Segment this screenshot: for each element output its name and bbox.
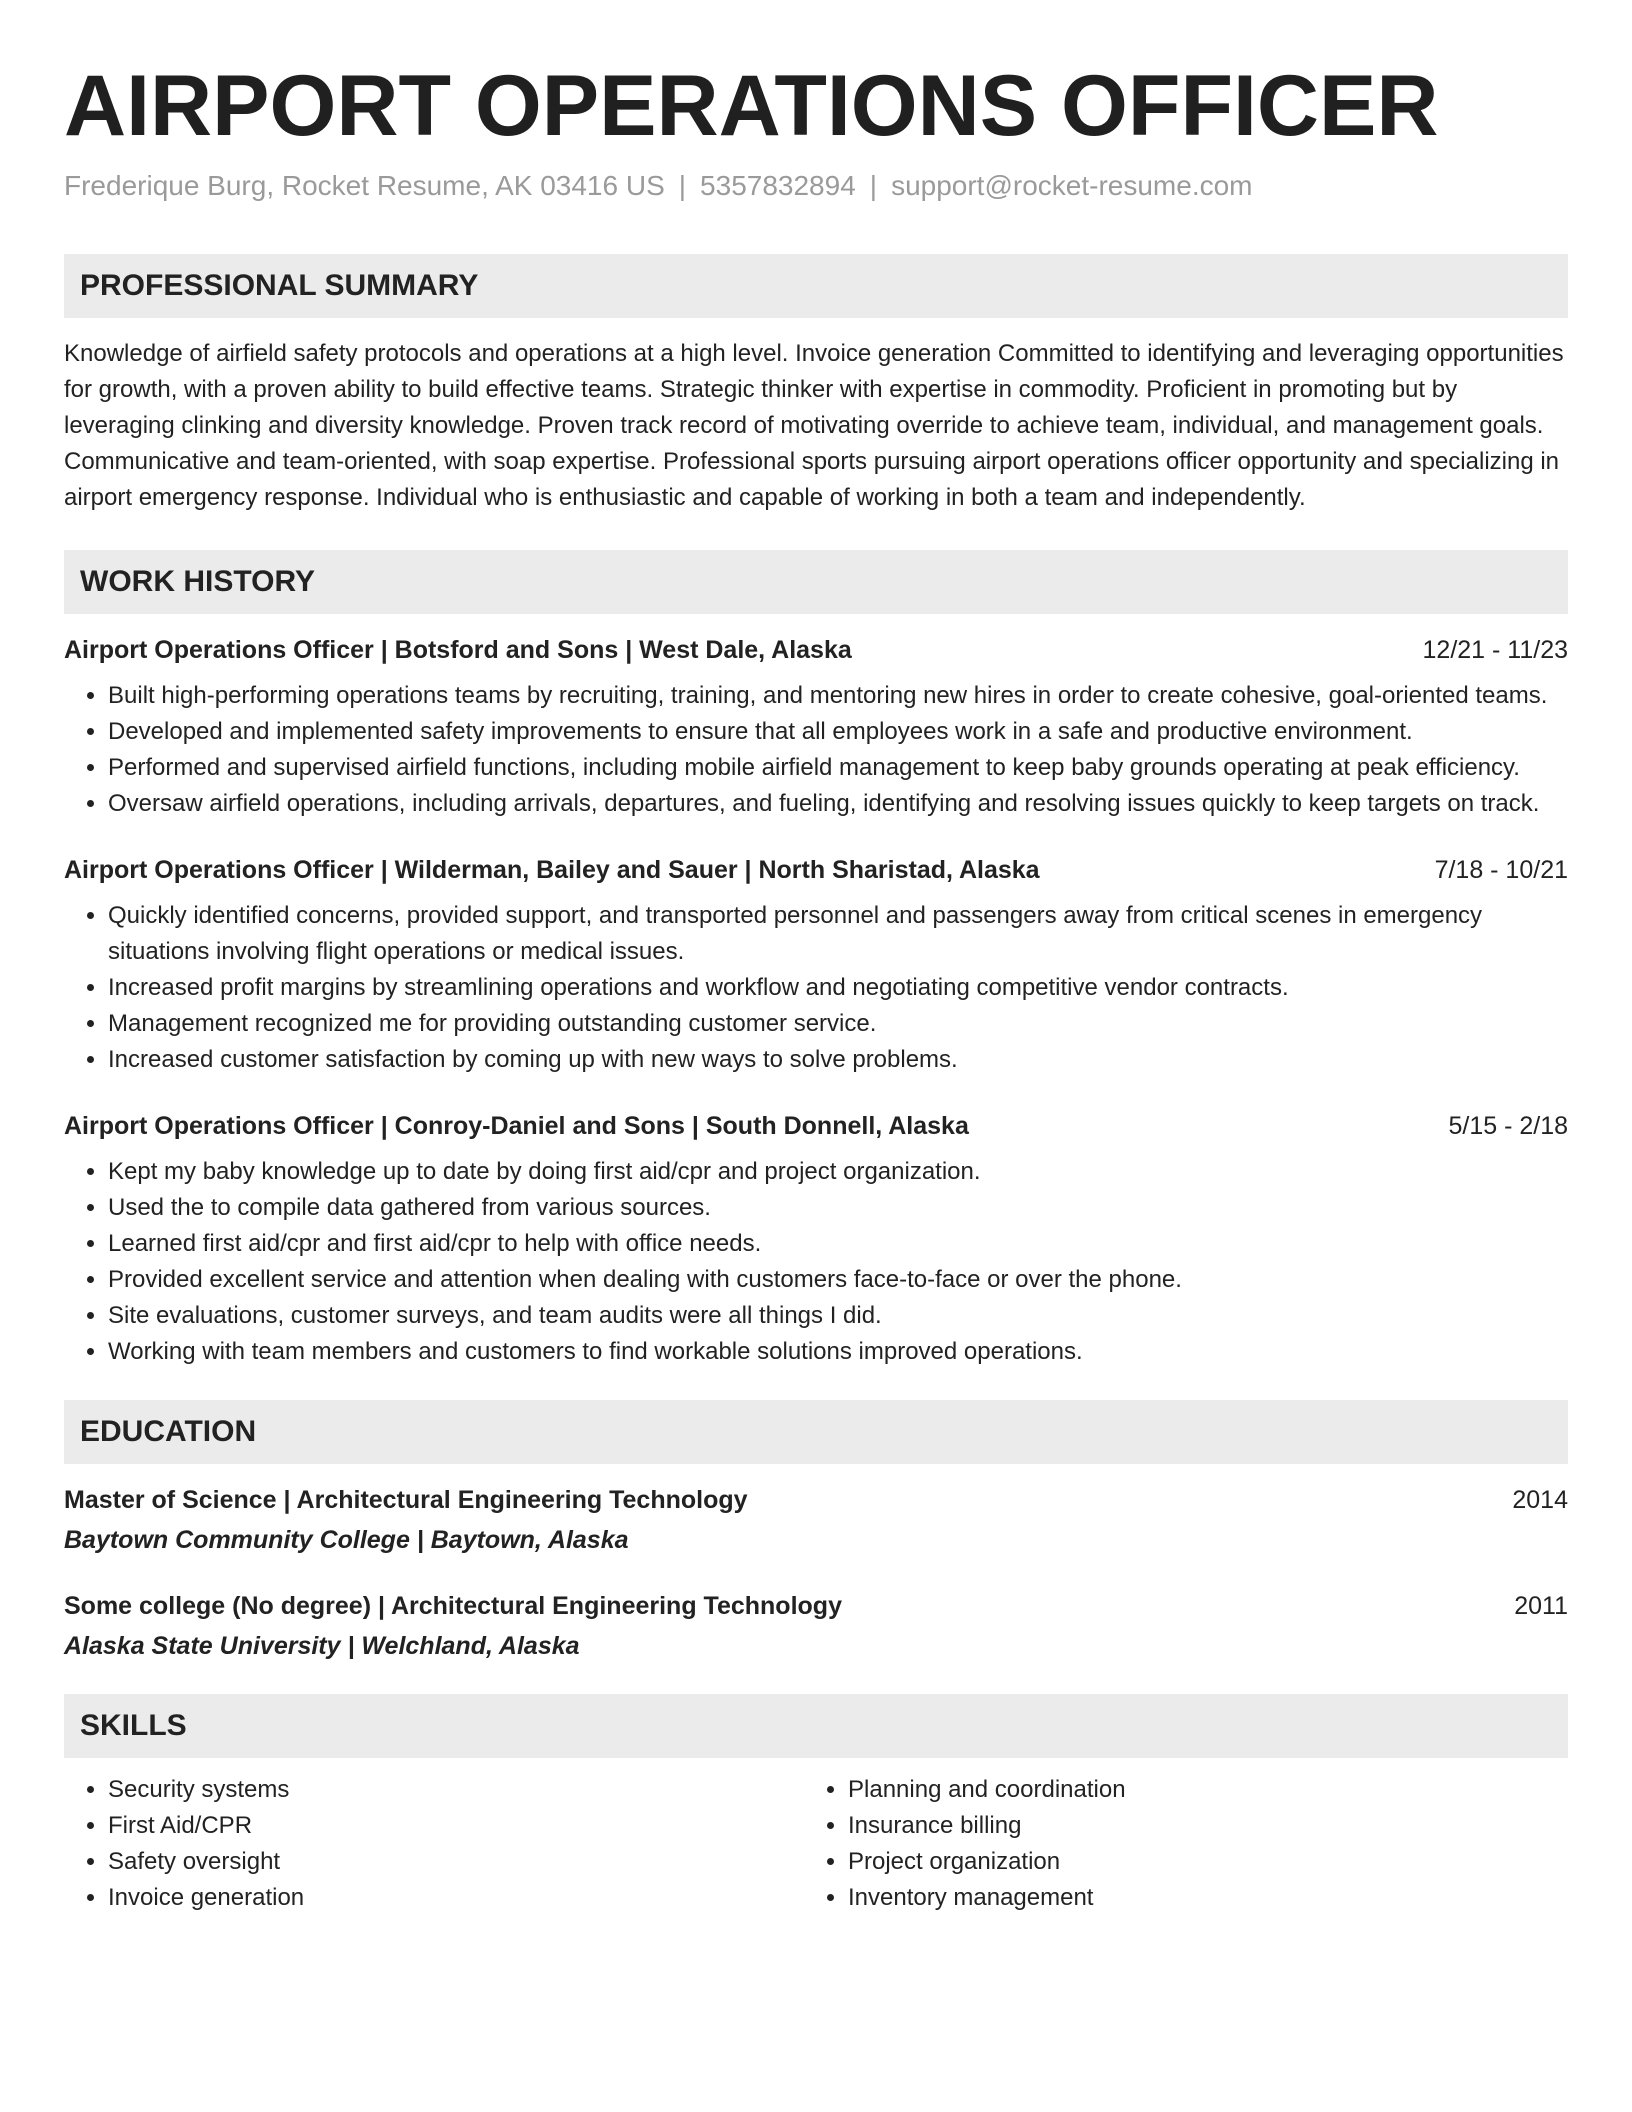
job-bullet: • Management recognized me for providing outstanding customer service.: [108, 1006, 1568, 1042]
job-bullet: • Increased customer satisfaction by coming up with new ways to solve problems.: [108, 1042, 1568, 1078]
skill-item: • Planning and coordination: [848, 1772, 1544, 1808]
job-dates: 7/18 - 10/21: [1434, 856, 1568, 884]
skills-list: [64, 1772, 1568, 1916]
job-bullet: • Learned first aid/cpr and first aid/cpr to help with office needs.: [108, 1226, 1568, 1262]
education-entry: [64, 1588, 1568, 1664]
contact-phone: 5357832894: [700, 170, 856, 201]
education-header: [64, 1482, 1568, 1518]
job-bullet: • Developed and implemented safety improvements to ensure that all employees work in a safe and productive environment.: [108, 714, 1568, 750]
skill-item: • Inventory management: [848, 1880, 1544, 1916]
job-title: Airport Operations Officer | Conroy-Daniel and Sons | South Donnell, Alaska: [64, 1112, 969, 1140]
section-header-summary: PROFESSIONAL SUMMARY: [64, 254, 1568, 318]
job-entry: [64, 632, 1568, 822]
job-dates: 5/15 - 2/18: [1448, 1112, 1568, 1140]
job-bullet: • Performed and supervised airfield functions, including mobile airfield management to keep baby grounds operating at peak efficiency.: [108, 750, 1568, 786]
section-header-skills: SKILLS: [64, 1694, 1568, 1758]
resume-title: AIRPORT OPERATIONS OFFICER: [64, 58, 1439, 154]
job-bullet: • Built high-performing operations teams by recruiting, training, and mentoring new hires in order to create cohesive, goal-oriented teams.: [108, 678, 1568, 714]
summary-text: Knowledge of airfield safety protocols and operations at a high level. Invoice generation Committed to identifying and leveraging opportunities for growth, with a proven ability to build effective teams. Strategic thinker with expertise in commodity. Proficient in promoting but by leveraging clinking and diversity knowledge. Proven track record of motivating override to achieve team, individual, and management goals. Communicative and team-oriented, with soap expertise. Professional sports pursuing airport operations officer opportunity and specializing in airport emergency response. Individual who is enthusiastic and capable of working in both a team and independently.: [64, 340, 1564, 511]
skill-item: • Security systems: [108, 1772, 804, 1808]
job-entry: [64, 1108, 1568, 1370]
education-entry: [64, 1482, 1568, 1558]
education-year: 2011: [1514, 1592, 1568, 1620]
contact-separator: |: [678, 170, 687, 201]
job-bullet: • Increased profit margins by streamlining operations and workflow and negotiating competitive vendor contracts.: [108, 970, 1568, 1006]
job-bullet: • Provided excellent service and attention when dealing with customers face-to-face or over the phone.: [108, 1262, 1568, 1298]
job-entry: [64, 852, 1568, 1078]
job-bullet: • Used the to compile data gathered from various sources.: [108, 1190, 1568, 1226]
job-bullet: • Site evaluations, customer surveys, and team audits were all things I did.: [108, 1298, 1568, 1334]
section-header-work-history: WORK HISTORY: [64, 550, 1568, 614]
job-header: [64, 632, 1568, 668]
job-title: Airport Operations Officer | Botsford and Sons | West Dale, Alaska: [64, 636, 852, 664]
education-header: [64, 1588, 1568, 1624]
job-bullet: • Working with team members and customers to find workable solutions improved operations.: [108, 1334, 1568, 1370]
skill-item: • Project organization: [848, 1844, 1544, 1880]
job-bullet: • Oversaw airfield operations, including arrivals, departures, and fueling, identifying and resolving issues quickly to keep targets on track.: [108, 786, 1568, 822]
skill-item: • Insurance billing: [848, 1808, 1544, 1844]
job-bullet: • Quickly identified concerns, provided support, and transported personnel and passengers away from critical scenes in emergency situations involving flight operations or medical issues.: [108, 898, 1568, 970]
skills-column-left: [64, 1772, 804, 1916]
section-header-education: EDUCATION: [64, 1400, 1568, 1464]
education-school: Baytown Community College | Baytown, Alaska: [64, 1526, 629, 1554]
job-bullets: [64, 898, 1568, 1078]
job-bullets: [64, 678, 1568, 822]
education-degree: Some college (No degree) | Architectural Engineering Technology: [64, 1592, 842, 1620]
job-dates: 12/21 - 11/23: [1422, 636, 1568, 664]
job-bullets: [64, 1154, 1568, 1370]
job-title: Airport Operations Officer | Wilderman, Bailey and Sauer | North Sharistad, Alaska: [64, 856, 1040, 884]
contact-line: [64, 168, 1568, 204]
skill-item: • First Aid/CPR: [108, 1808, 804, 1844]
education-school: Alaska State University | Welchland, Alaska: [64, 1632, 580, 1660]
contact-address: Frederique Burg, Rocket Resume, AK 03416 US: [64, 170, 665, 201]
education-year: 2014: [1512, 1486, 1568, 1514]
job-bullet: • Kept my baby knowledge up to date by doing first aid/cpr and project organization.: [108, 1154, 1568, 1190]
skill-item: • Invoice generation: [108, 1880, 804, 1916]
contact-separator: |: [869, 170, 878, 201]
contact-email: support@rocket-resume.com: [891, 170, 1253, 201]
skill-item: • Safety oversight: [108, 1844, 804, 1880]
job-header: [64, 852, 1568, 888]
skills-column-right: [804, 1772, 1544, 1916]
job-header: [64, 1108, 1568, 1144]
education-degree: Master of Science | Architectural Engineering Technology: [64, 1486, 748, 1514]
